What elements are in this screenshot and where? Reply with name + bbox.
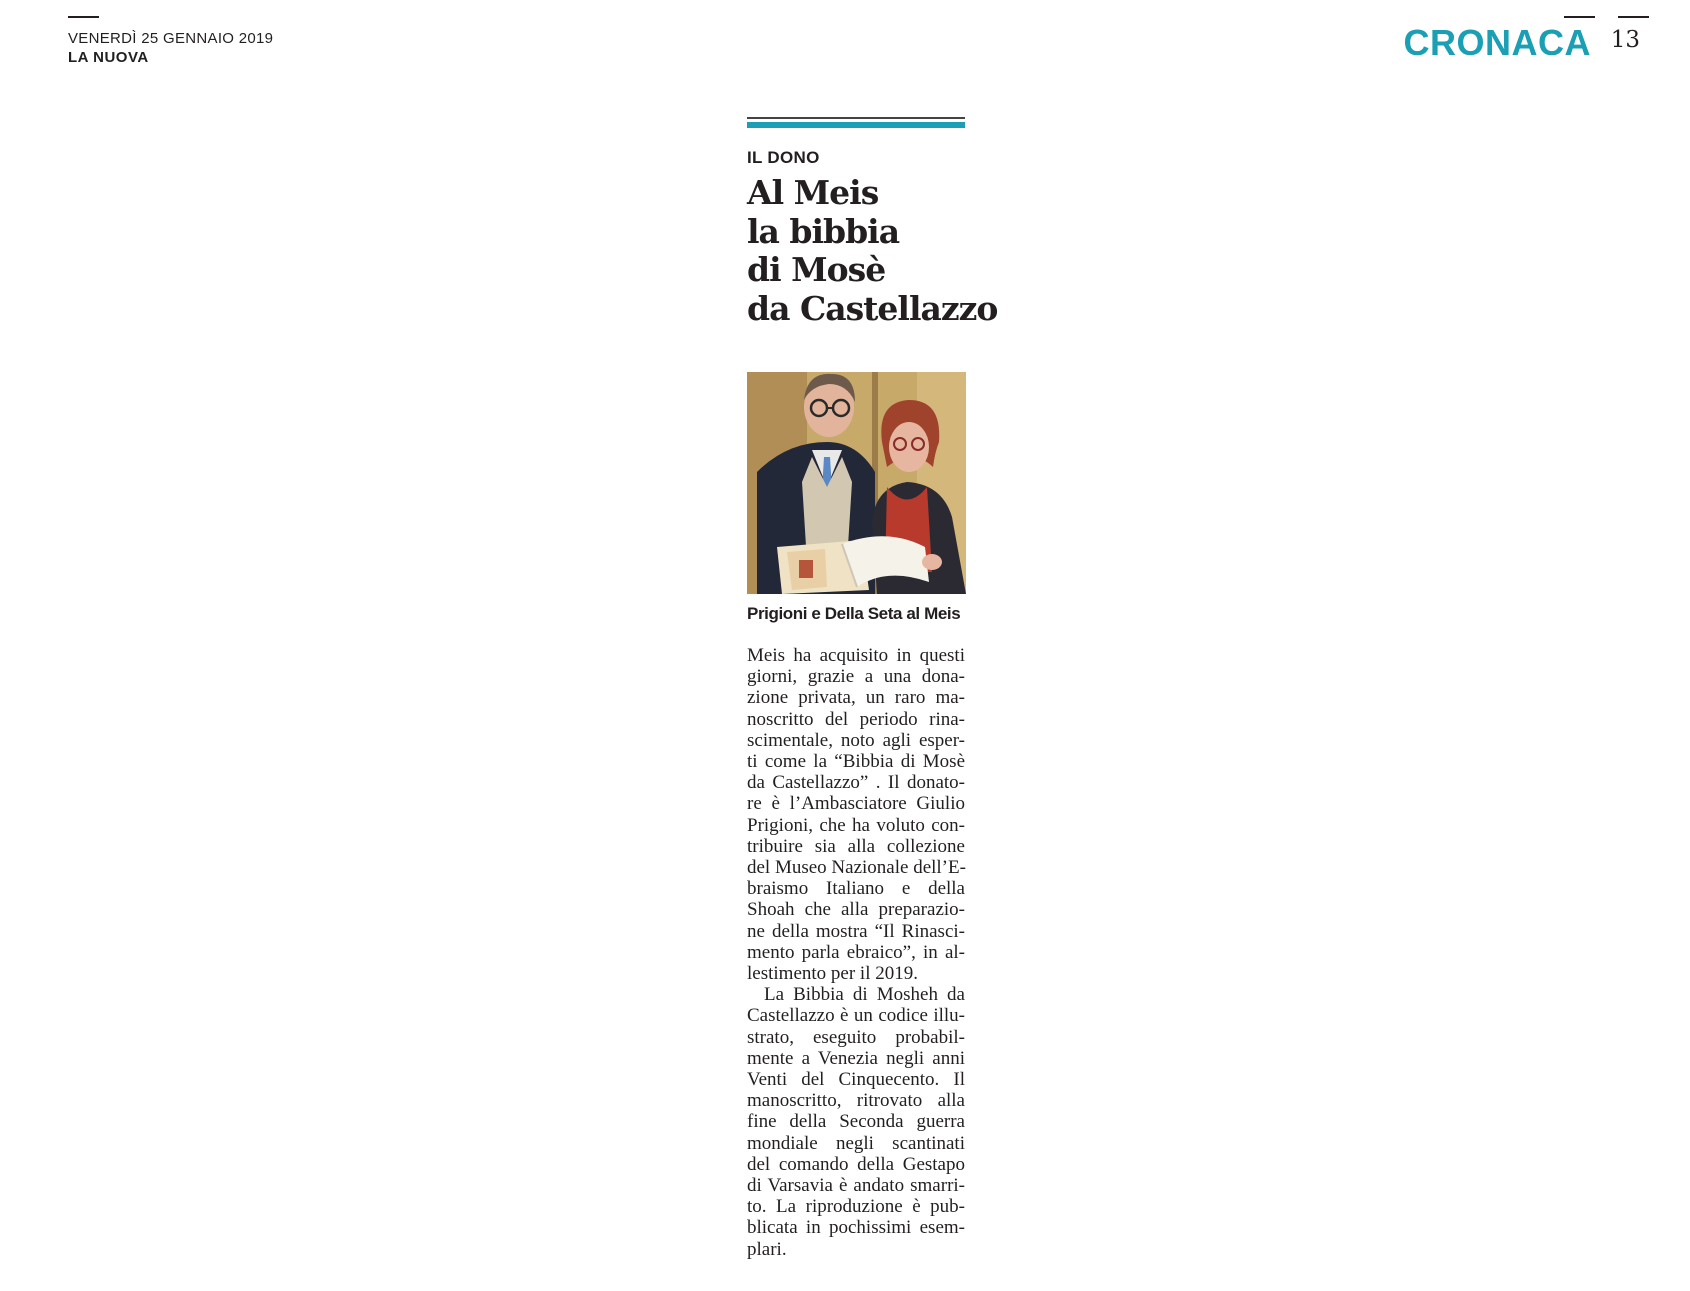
headline-line: la bibbia [747,211,900,251]
article-rule-accent [747,122,965,128]
body-line: plari. [747,1238,787,1260]
body-line: mento parla ebraico”, in al- [747,941,965,963]
photo-illustration [747,372,966,594]
publication-name: LA NUOVA [68,49,149,66]
headline-line: Al Meis [747,173,879,212]
body-line: mondiale negli scantinati [747,1132,965,1154]
headline-line: da Castellazzo [747,288,998,328]
body-line: La Bibbia di Mosheh da [764,984,965,1006]
body-line: re è l’Ambasciatore Giulio [747,793,965,815]
body-line: del comando della Gestapo [747,1153,965,1175]
body-line: noscritto del periodo rina- [747,708,965,730]
header-rule-left [68,16,99,18]
body-line: scimentale, noto agli esper- [747,729,965,751]
header-rule-right-2 [1618,16,1649,18]
body-line: Venti del Cinquecento. Il [747,1069,965,1091]
article [747,117,998,1260]
body-line: del Museo Nazionale dell’E- [747,857,966,879]
body-line: di Varsavia è andato smarri- [747,1175,965,1197]
body-line: ne della mostra “Il Rinasci- [747,920,965,942]
body-line: mente a Venezia negli anni [747,1047,965,1069]
photo-caption: Prigioni e Della Seta al Meis [747,604,961,623]
body-line: Shoah che alla preparazio- [747,899,965,921]
body-line: fine della Seconda guerra [747,1111,965,1133]
headline-line: di Mosè [747,250,886,289]
page-number: 13 [1610,27,1640,53]
body-line: manoscritto, ritrovato alla [747,1090,965,1112]
body-line: blicata in pochissimi esem- [747,1217,965,1239]
body-line: Prigioni, che ha voluto con- [747,814,965,836]
section-title: CRONACA [1403,22,1591,63]
body-line: zione privata, un raro ma- [747,687,965,709]
body-line: lestimento per il 2019. [747,963,918,985]
body-line: tribuire sia alla collezione [747,835,965,857]
article-body [747,645,965,1260]
article-rule-thin [747,117,965,119]
body-line: ti come la “Bibbia di Mosè [747,751,965,773]
body-line: da Castellazzo” . Il donato- [747,772,965,794]
issue-date: VENERDÌ 25 GENNAIO 2019 [68,30,274,47]
article-headline [747,173,998,328]
body-line: Meis ha acquisito in questi [747,645,965,666]
body-line: braismo Italiano e della [747,878,965,900]
body-line: Castellazzo è un codice illu- [747,1005,965,1027]
body-line: to. La riproduzione è pub- [747,1196,965,1218]
article-photo [747,372,966,594]
header-rule-right-1 [1564,16,1595,18]
body-line: strato, eseguito probabil- [747,1026,965,1048]
article-kicker: IL DONO [747,148,820,167]
body-line: giorni, grazie a una dona- [747,666,965,688]
